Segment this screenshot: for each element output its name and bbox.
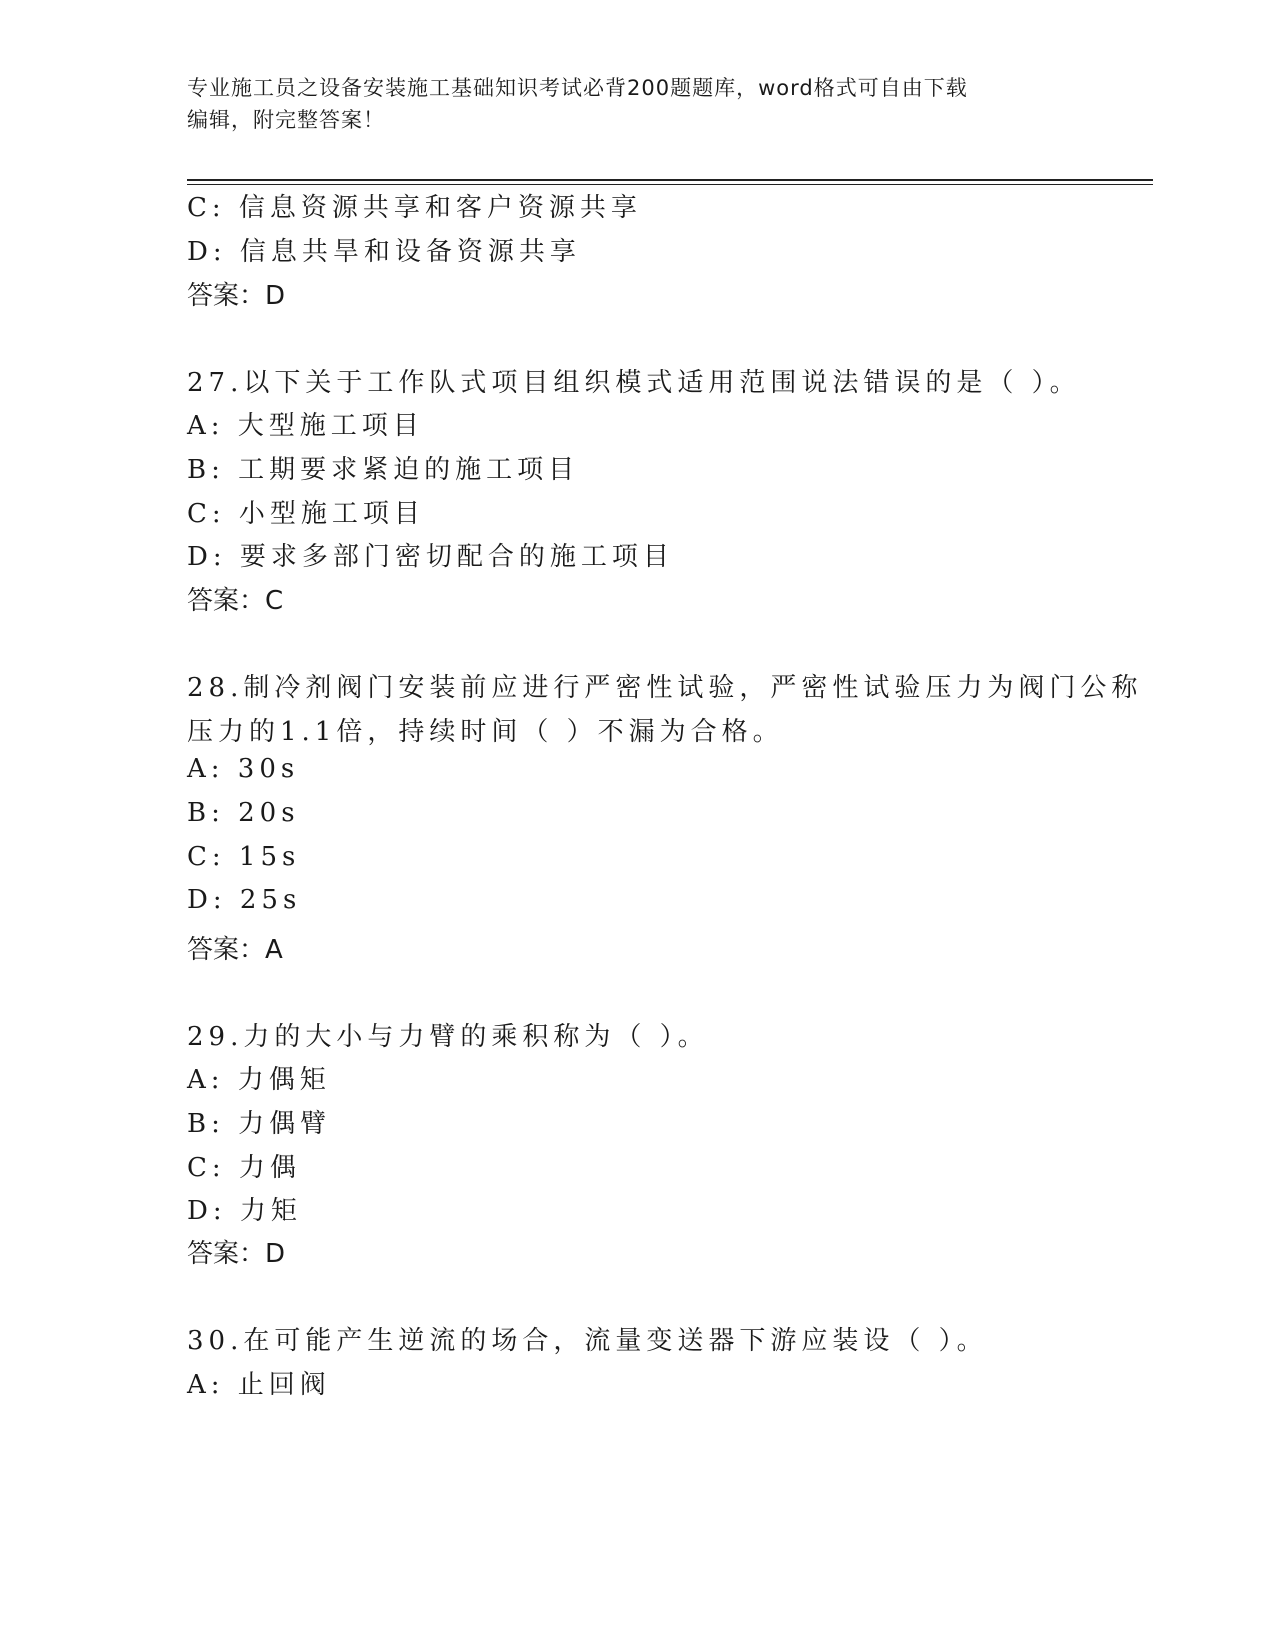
q28-option-a: A: 30s [187,754,300,784]
q30-option-a: A: 止回阀 [187,1370,331,1400]
q28-stem-line-1: 28.制冷剂阀门安装前应进行严密性试验，严密性试验压力为阀门公称 [187,673,1143,703]
q27-option-b: B: 工期要求紧迫的施工项目 [187,455,580,485]
q29-option-a: A: 力偶矩 [187,1065,331,1095]
q29-option-b: B: 力偶臂 [187,1109,332,1139]
q28-option-c: C: 15s [187,842,301,872]
q27-option-a: A: 大型施工项目 [187,411,424,441]
q29-option-d: D: 力矩 [187,1196,302,1226]
q29-answer: 答案：D [187,1239,286,1269]
header-divider-thin [187,184,1153,185]
q28-option-b: B: 20s [187,798,300,828]
q26-option-c: C: 信息资源共享和客户资源共享 [187,193,642,223]
q30-stem: 30.在可能产生逆流的场合，流量变送器下游应装设（ ）。 [187,1326,988,1356]
header-title-line-1: 专业施工员之设备安装施工基础知识考试必背200题题库，word格式可自由下载 [187,76,968,100]
q27-answer: 答案：C [187,586,284,616]
q29-stem: 29.力的大小与力臂的乘积称为（ ）。 [187,1022,709,1052]
q27-stem: 27.以下关于工作队式项目组织模式适用范围说法错误的是（ ）。 [187,368,1081,398]
q28-stem-line-2: 压力的1.1倍，持续时间（ ）不漏为合格。 [187,717,784,747]
q26-answer: 答案：D [187,281,286,311]
q26-option-d: D: 信息共旱和设备资源共享 [187,237,581,267]
q28-answer: 答案：A [187,935,283,965]
document-header [187,72,1087,136]
header-title-line-2: 编辑，附完整答案！ [187,108,385,132]
q27-option-d: D: 要求多部门密切配合的施工项目 [187,542,674,572]
q28-option-d: D: 25s [187,885,302,915]
header-divider-thick [187,179,1153,181]
q29-option-c: C: 力偶 [187,1153,301,1183]
q27-option-c: C: 小型施工项目 [187,499,425,529]
